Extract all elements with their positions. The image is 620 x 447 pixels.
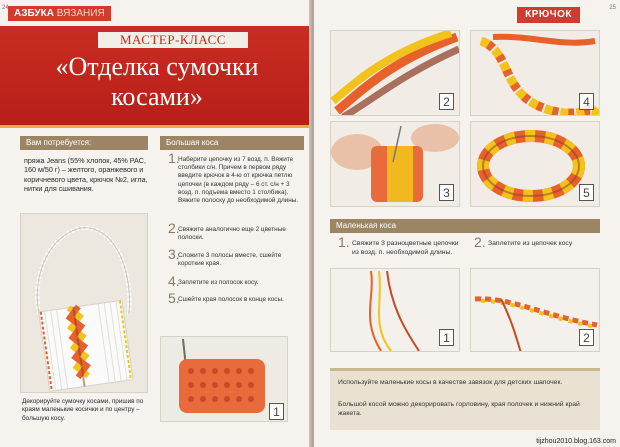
big-step-2-text: Свяжите аналогично еще 2 цветные полоски. [178, 226, 286, 242]
title-line-2: косами» [111, 82, 203, 111]
badge-big-1: 1 [269, 403, 284, 420]
needs-text: пряжа Jeans (55% хлопок, 45% PAC, 160 м/50 г) – желтого, оранжевого и коричневого цвета, крючок №2, игла, нитки для сшивания. [24, 156, 148, 194]
small-step-2-text: Заплетите из цепочек косу [488, 240, 573, 247]
big-step-4-text: Заплетите из полосок косу. [178, 279, 259, 286]
tip-1: Используйте маленькие косы в качестве завязок для детских шапочек. [338, 379, 563, 386]
page-number-right: 25 [609, 5, 616, 11]
big-photo-4 [470, 30, 600, 116]
big-step-1-num: 1. [168, 150, 180, 166]
big-step-4 [168, 273, 302, 289]
small-step-2 [474, 234, 600, 250]
title-line-1: «Отделка сумочки [55, 52, 259, 81]
badge-big-2: 2 [439, 93, 454, 110]
small-braid-header: Маленькая коса [330, 219, 600, 233]
tips-box [330, 368, 600, 430]
needs-header: Вам потребуется: [20, 136, 148, 150]
bag-caption: Декорируйте сумочку косами, пришив по краям маленькие косички и по центру – большую косу. [22, 398, 144, 422]
small-step-1-num: 1. [338, 234, 350, 250]
title-panel [0, 26, 312, 128]
big-step-1 [168, 150, 302, 205]
big-step-5 [168, 290, 302, 306]
big-step-4-num: 4. [168, 273, 180, 289]
bag-illustration [21, 214, 148, 393]
big-step-2-num: 2. [168, 220, 180, 236]
big-step-1-text: Наберите цепочку из 7 возд. п. Вяжите столбики с/н. Причем в первом ряду введите крючок в 4-ю от крючка петлю цепочки (в каждом ряду – 6 ст. с/н + 3 возд. п. подъема вместо 1 столбика). Вяжите полоску до необходимой длины. [178, 156, 299, 205]
small-photo-2 [470, 268, 600, 352]
big-step-5-text: Сшейте края полосок в конце косы. [178, 296, 284, 303]
section-tag-kruchok: КРЮЧОК [517, 7, 580, 23]
masterclass-label: МАСТЕР-КЛАСС [98, 32, 248, 48]
big-photo-3 [330, 121, 460, 207]
tag-vyazaniya-word: ВЯЗАНИЯ [56, 8, 105, 19]
small-step-1 [338, 234, 466, 257]
tip-2: Большой косой можно декорировать горловину, края полочек и нижний край жакета. [338, 401, 580, 417]
left-top-bar [0, 0, 312, 24]
watermark: tijzhou2010.blog.163.com [536, 438, 616, 445]
big-step-3-num: 3. [168, 246, 180, 262]
big-photo-5 [470, 121, 600, 207]
badge-big-5: 5 [579, 184, 594, 201]
big-photo-2 [330, 30, 460, 116]
section-tag-azbuka [8, 6, 111, 21]
big-step-5-num: 5. [168, 290, 180, 306]
page-title [12, 52, 302, 112]
small-photo-1 [330, 268, 460, 352]
big-step-2 [168, 220, 302, 242]
big-braid-header: Большая коса [160, 136, 304, 150]
small-step-2-num: 2. [474, 234, 486, 250]
badge-big-3: 3 [439, 184, 454, 201]
badge-small-1: 1 [439, 329, 454, 346]
tag-azbuka-word: АЗБУКА [14, 8, 54, 19]
badge-big-4: 4 [579, 93, 594, 110]
big-step-3-text: Сложите 3 полосы вместе, сшейте короткие края. [178, 252, 282, 268]
big-photo-1 [160, 336, 288, 422]
small-step-1-text: Свяжите 3 разноцветные цепочки из возд. п. необходимой длины. [352, 240, 459, 256]
big-step-3 [168, 246, 302, 268]
badge-small-2: 2 [579, 329, 594, 346]
page-number-left: 24 [2, 5, 9, 11]
bag-photo [20, 213, 148, 393]
